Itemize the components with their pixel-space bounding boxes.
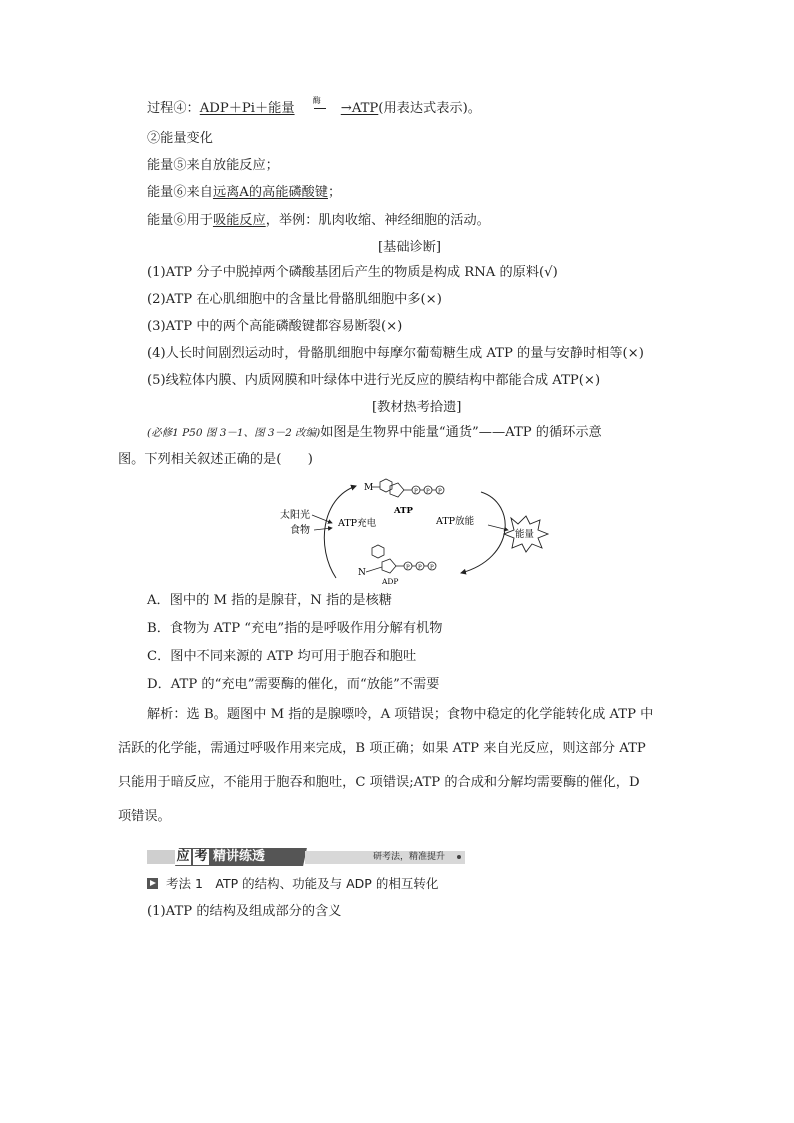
option-c: C．图中不同来源的 ATP 均可用于胞吞和胞吐 — [147, 649, 417, 664]
energy-line-2 — [147, 184, 341, 202]
diagnosis-item-2: (2)ATP 在心肌细胞中的含量比骨骼肌细胞中多(×) — [147, 292, 442, 307]
option-d: D．ATP 的“充电”需要酶的催化，而“放能”不需要 — [147, 677, 440, 692]
analysis-line-4: 项错误。 — [118, 809, 171, 824]
phosphate-2: P — [426, 488, 430, 495]
process4-equation-left: ADP＋Pi＋能量 — [199, 101, 295, 116]
ribose-ring-icon — [390, 483, 404, 497]
sunlight-label: 太阳光 — [280, 510, 310, 521]
analysis-line-2: 活跃的化学能，需通过呼吸作用来完成，B 项正确；如果 ATP 来自光反应，则这部分 ATP — [118, 741, 646, 756]
adp-adenine-ring-icon — [372, 545, 384, 558]
option-b: B．食物为 ATP “充电”指的是呼吸作用分解有机物 — [147, 621, 443, 636]
diagnosis-item-3: (3)ATP 中的两个高能磷酸键都容易断裂(×) — [147, 319, 403, 334]
method-title: 考法 1 ATP 的结构、功能及与 ADP 的相互转化 — [166, 876, 439, 891]
energy-line-2-underline: 远离A的高能磷酸键 — [212, 185, 328, 200]
charge-arc — [324, 486, 356, 578]
energy-line-3-pre: 能量⑥用于 — [147, 213, 213, 228]
atp-label: ATP — [394, 506, 413, 516]
adp-phosphate-1: P — [406, 564, 410, 571]
banner-title: 精讲练透 — [213, 849, 266, 864]
diagnosis-item-5: (5)线粒体内膜、内质网膜和叶绿体中进行光反应的膜结构中都能合成 ATP(×) — [147, 373, 601, 388]
discharge-label: ATP放能 — [436, 516, 475, 527]
discharge-arc — [461, 492, 505, 573]
energy-line-3-post: ，举例：肌肉收缩、神经细胞的活动。 — [265, 213, 490, 228]
question-line-1 — [147, 424, 602, 442]
banner-char-2: 考 — [194, 849, 208, 864]
adp-ribose-ring-icon — [382, 559, 396, 573]
banner-subtitle: 研考法，精准提升 — [373, 852, 446, 862]
enzyme-label: 酶 — [312, 96, 321, 105]
energy-line-2-post: ； — [327, 185, 342, 200]
analysis-line-3: 只能用于暗反应，不能用于胞吞和胞吐，C 项错误;ATP 的合成和分解均需要酶的催化，D — [118, 775, 640, 790]
bullet-dot-icon — [457, 855, 461, 859]
question-line-2: 图。下列相关叙述正确的是( ) — [118, 452, 313, 467]
m-label: M — [364, 483, 374, 493]
option-a: A．图中的 M 指的是腺苷，N 指的是核糖 — [147, 593, 392, 608]
process4-equation-right: →ATP — [340, 101, 379, 116]
adp-phosphate-2: P — [418, 564, 422, 571]
section-banner — [147, 848, 465, 866]
energy-label: 能量 — [515, 529, 535, 540]
analysis-line-1: 解析：选 B。题图中 M 指的是腺嘌呤，A 项错误；食物中稳定的化学能转化成 ATP 中 — [147, 707, 654, 722]
adp-label: ADP — [382, 577, 399, 586]
adp-phosphate-group — [404, 562, 436, 571]
play-marker-icon — [147, 878, 158, 889]
process4-suffix: (用表达式表示)。 — [378, 101, 481, 116]
phosphate-1: P — [414, 488, 418, 495]
atp-phosphate-group — [412, 486, 444, 495]
question-text-1: 如图是生物界中能量“通货”——ATP 的循环示意 — [320, 425, 602, 440]
food-label: 食物 — [290, 525, 310, 536]
atp-cycle-diagram — [276, 478, 566, 586]
n-label: N — [358, 568, 366, 578]
diagnosis-item-4: (4)人长时间剧烈运动时，骨骼肌细胞中每摩尔葡萄糖生成 ATP 的量与安静时相等(×) — [147, 346, 644, 361]
textbook-title: [教材热考拾遗] — [372, 400, 462, 415]
basic-diagnosis-title: [基础诊断] — [378, 240, 442, 255]
energy-line-2-pre: 能量⑥来自 — [147, 185, 213, 200]
charge-label: ATP充电 — [338, 518, 377, 529]
enzyme-arrow — [299, 96, 341, 118]
energy-line-1: 能量⑤来自放能反应； — [147, 158, 279, 173]
method-title-line — [147, 875, 438, 893]
energy-line-3 — [147, 212, 490, 230]
process4-line — [147, 96, 481, 118]
method-sub: (1)ATP 的结构及组成部分的含义 — [147, 904, 342, 919]
banner-char-1: 应 — [176, 849, 190, 864]
energy-line-3-underline: 吸能反应 — [212, 213, 266, 228]
phosphate-3: P — [438, 488, 442, 495]
energy-change-heading: ②能量变化 — [147, 131, 213, 146]
process4-prefix: 过程④： — [147, 101, 200, 116]
free-phosphate: P — [430, 564, 434, 571]
diagnosis-item-1: (1)ATP 分子中脱掉两个磷酸基团后产生的物质是构成 RNA 的原料(√) — [147, 265, 558, 280]
question-source: (必修1 P50 图 3－1、图 3－2 改编) — [147, 427, 321, 439]
